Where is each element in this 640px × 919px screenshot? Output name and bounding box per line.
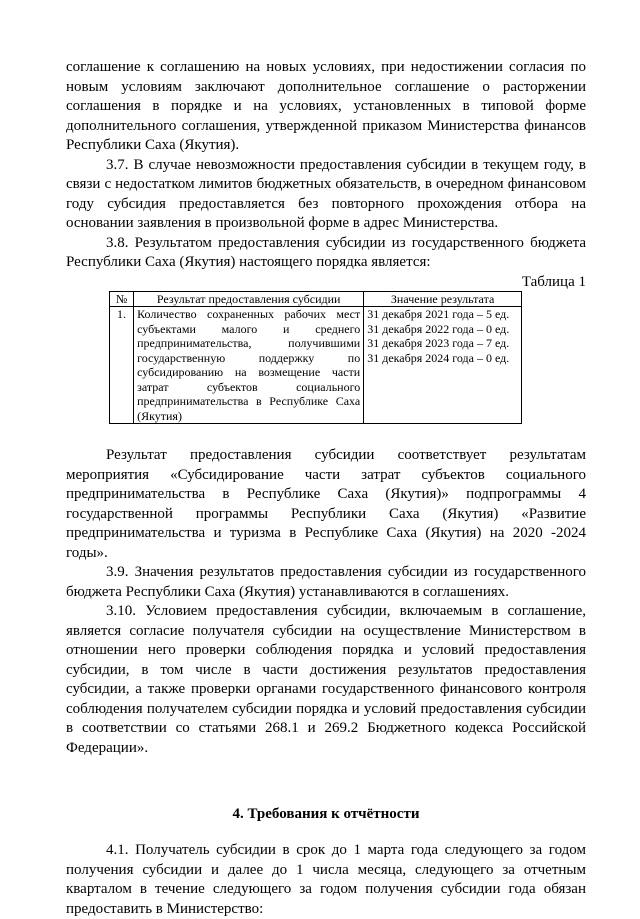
paragraph-agreement-continuation: соглашение к соглашению на новых условиях, при недостижении согласия по новым условиям заключают дополнительное соглашение о расторжении соглашения в порядке и на условиях, установленных в типовой форме дополнительного соглашения, утвержденной приказом Министерства финансов Республики Саха (Якутия). — [66, 59, 586, 153]
value-2024: 31 декабря 2024 года – 0 ед. — [367, 350, 510, 365]
value-2022: 31 декабря 2022 года – 0 ед. — [367, 321, 510, 336]
paragraph-4-1: 4.1. Получатель субсидии в срок до 1 марта года следующего за годом получения субсидии и далее до 1 числа месяца, следующего за отчетным кварталом в течение следующего за годом получения субсидии года обязан предоставить в Министерство: — [66, 842, 586, 917]
value-2021: 31 декабря 2021 года – 5 ед. — [367, 307, 510, 321]
paragraph-3-8: 3.8. Результатом предоставления субсидии из государственного бюджета Республики Саха (Якутия) настоящего порядка является: — [66, 234, 586, 270]
row-values — [364, 307, 522, 424]
header-value: Значение результата — [364, 291, 522, 307]
paragraph-3-7: 3.7. В случае невозможности предоставления субсидии в текущем году, в связи с недостатком лимитов бюджетных обязательств, в очередном финансовом году субсидия предоставляется без повторного прохождения отбора на основании заявления в произвольной форме в адрес Министерства. — [66, 156, 586, 231]
header-result: Результат предоставления субсидии — [134, 291, 364, 307]
results-table — [109, 291, 522, 425]
table-header-row — [110, 291, 522, 307]
section-title: 4. Требования к отчётности — [232, 806, 420, 822]
document-page — [66, 58, 586, 919]
table-caption: Таблица 1 — [521, 273, 586, 290]
paragraph-3-9: 3.9. Значения результатов предоставления субсидии из государственного бюджета Республики Саха (Якутия) устанавливаются в соглашениях. — [66, 564, 586, 600]
value-2023: 31 декабря 2023 года – 7 ед. — [367, 336, 510, 350]
row-number: 1. — [110, 307, 134, 424]
paragraph-result-correspondence: Результат предоставления субсидии соответствует результатам мероприятия «Субсидирование части затрат субъектов социального предпринимательства в Республике Саха (Якутия)» подпрограммы 4 государственной программы Республики Саха (Якутия) «Развитие предпринимательства и туризма в Республике Саха (Якутия) на 2020 -2024 годы». — [66, 447, 586, 561]
row-result: Количество сохраненных рабочих мест субъектами малого и среднего предпринимательства, получившими государственную поддержку по субсидированию на возмещение части затрат субъектов социального предпринимательства в Республике Саха (Якутия) — [134, 307, 364, 424]
header-number: № — [110, 291, 134, 307]
table-row — [110, 307, 522, 424]
paragraph-3-10: 3.10. Условием предоставления субсидии, включаемым в соглашение, является согласие получателя субсидии на осуществление Министерством в отношении него проверки соблюдения порядка и условий предоставления субсидии, в том числе в части достижения результатов предоставления субсидии, а также проверки органами государственного финансового контроля соблюдения получателем субсидии порядка и условий предоставления субсидии в соответствии со статьями 268.1 и 269.2 Бюджетного кодекса Российской Федерации». — [66, 603, 586, 756]
